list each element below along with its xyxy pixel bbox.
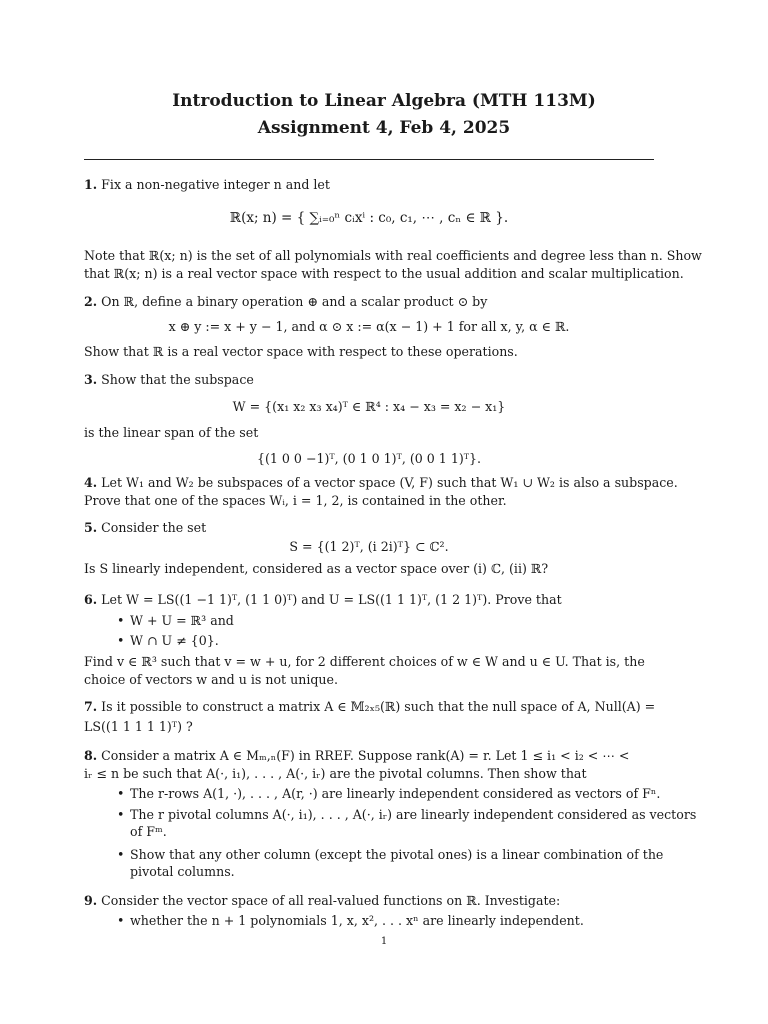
question-8-line-2: iᵣ ≤ n be such that A(·, i₁), . . . , A(·, iᵣ) are the pivotal columns. Then show that [84,766,587,781]
question-7-line-1 [84,699,654,715]
question-8-number: 8. [84,748,98,763]
question-8-bullet-1: • The r-rows A(1, ·), . . . , A(r, ·) are linearly independent considered as vectors of Fⁿ. [130,786,660,802]
question-1-number: 1. [84,177,98,192]
question-9-intro [84,893,654,909]
question-8-line-1 [84,748,654,764]
question-5-intro [84,520,654,536]
question-6-line-2: Find v ∈ ℝ³ such that v = w + u, for 2 different choices of w ∈ W and u ∈ U. That is, the [84,654,645,669]
question-6-intro [84,592,654,608]
question-7-line-2: LS((1 1 1 1 1)ᵀ) ? [84,719,193,734]
question-1-note-line-1: Note that ℝ(x; n) is the set of all polynomials with real coefficients and degree less than n. Show [84,248,702,263]
assignment-title: Assignment 4, Feb 4, 2025 [257,118,511,138]
question-6-bullet-1: • W + U = ℝ³ and [130,613,234,629]
question-9-text: Consider the vector space of all real-valued functions on ℝ. Investigate: [101,893,561,908]
question-2-text: On ℝ, define a binary operation ⊕ and a scalar product ⊙ by [101,294,488,309]
question-3-number: 3. [84,372,98,387]
question-8-bullet-3: • Show that any other column (except the pivotal ones) is a linear combination of the [130,847,663,863]
question-3-text: Show that the subspace [101,372,254,387]
course-title: Introduction to Linear Algebra (MTH 113M) [172,91,596,111]
question-4-line-2: Prove that one of the spaces Wᵢ, i = 1, 2, is contained in the other. [84,493,507,508]
question-2-number: 2. [84,294,98,309]
title-divider [84,159,654,160]
question-9-number: 9. [84,893,98,908]
question-8-bullet-2: • The r pivotal columns A(·, i₁), . . . , A(·, iᵣ) are linearly independent considered as vectors [130,807,696,823]
question-5-set-equation: S = {(1 2)ᵀ, (i 2i)ᵀ} ⊂ ℂ². [289,539,449,554]
question-2-equation: x ⊕ y := x + y − 1, and α ⊙ x := α(x − 1) + 1 for all x, y, α ∈ ℝ. [168,319,570,334]
question-8-text: Consider a matrix A ∈ Mₘ,ₙ(F) in RREF. Suppose rank(A) = r. Let 1 ≤ i₁ < i₂ < ⋯ < [101,748,630,763]
question-1-equation: ℝ(x; n) = { ∑ᵢ₌₀ⁿ cᵢxⁱ : c₀, c₁, ⋯ , cₙ ∈ ℝ }. [229,210,509,226]
question-5-text: Consider the set [101,520,207,535]
question-2-intro [84,294,654,310]
question-3-span-set: {(1 0 0 −1)ᵀ, (0 1 0 1)ᵀ, (0 0 1 1)ᵀ}. [256,451,482,466]
question-3-span-text: is the linear span of the set [84,425,259,440]
question-5-question: Is S linearly independent, considered as a vector space over (i) ℂ, (ii) ℝ? [84,561,549,576]
question-6-text: Let W = LS((1 −1 1)ᵀ, (1 1 0)ᵀ) and U = LS((1 1 1)ᵀ, (1 2 1)ᵀ). Prove that [101,592,562,607]
question-6-bullet-2: • W ∩ U ≠ {0}. [130,633,219,649]
question-6-line-3: choice of vectors w and u is not unique. [84,672,338,687]
question-7-number: 7. [84,699,98,714]
question-9-bullet-1: • whether the n + 1 polynomials 1, x, x², . . . xⁿ are linearly independent. [130,913,584,929]
question-2-statement: Show that ℝ is a real vector space with respect to these operations. [84,344,518,359]
question-7-text: Is it possible to construct a matrix A ∈ 𝕄₂ₓ₅(ℝ) such that the null space of A, Null(A) = [101,699,656,714]
question-4-line-1 [84,475,678,491]
question-8-bullet-3-continued: pivotal columns. [130,864,235,879]
question-6-number: 6. [84,592,98,607]
question-1-intro [84,177,654,193]
page-number: 1 [380,936,388,947]
question-5-number: 5. [84,520,98,535]
question-1-note-line-2: that ℝ(x; n) is a real vector space with respect to the usual addition and scalar multiplication. [84,266,684,281]
question-3-intro [84,372,654,388]
question-4-number: 4. [84,475,98,490]
question-4-text: Let W₁ and W₂ be subspaces of a vector space (V, F) such that W₁ ∪ W₂ is also a subspace. [101,475,678,490]
question-8-bullet-2-continued: of Fᵐ. [130,824,167,839]
question-1-text: Fix a non-negative integer n and let [101,177,330,192]
question-3-subspace-equation: W = {(x₁ x₂ x₃ x₄)ᵀ ∈ ℝ⁴ : x₄ − x₃ = x₂ − x₁} [232,399,506,414]
